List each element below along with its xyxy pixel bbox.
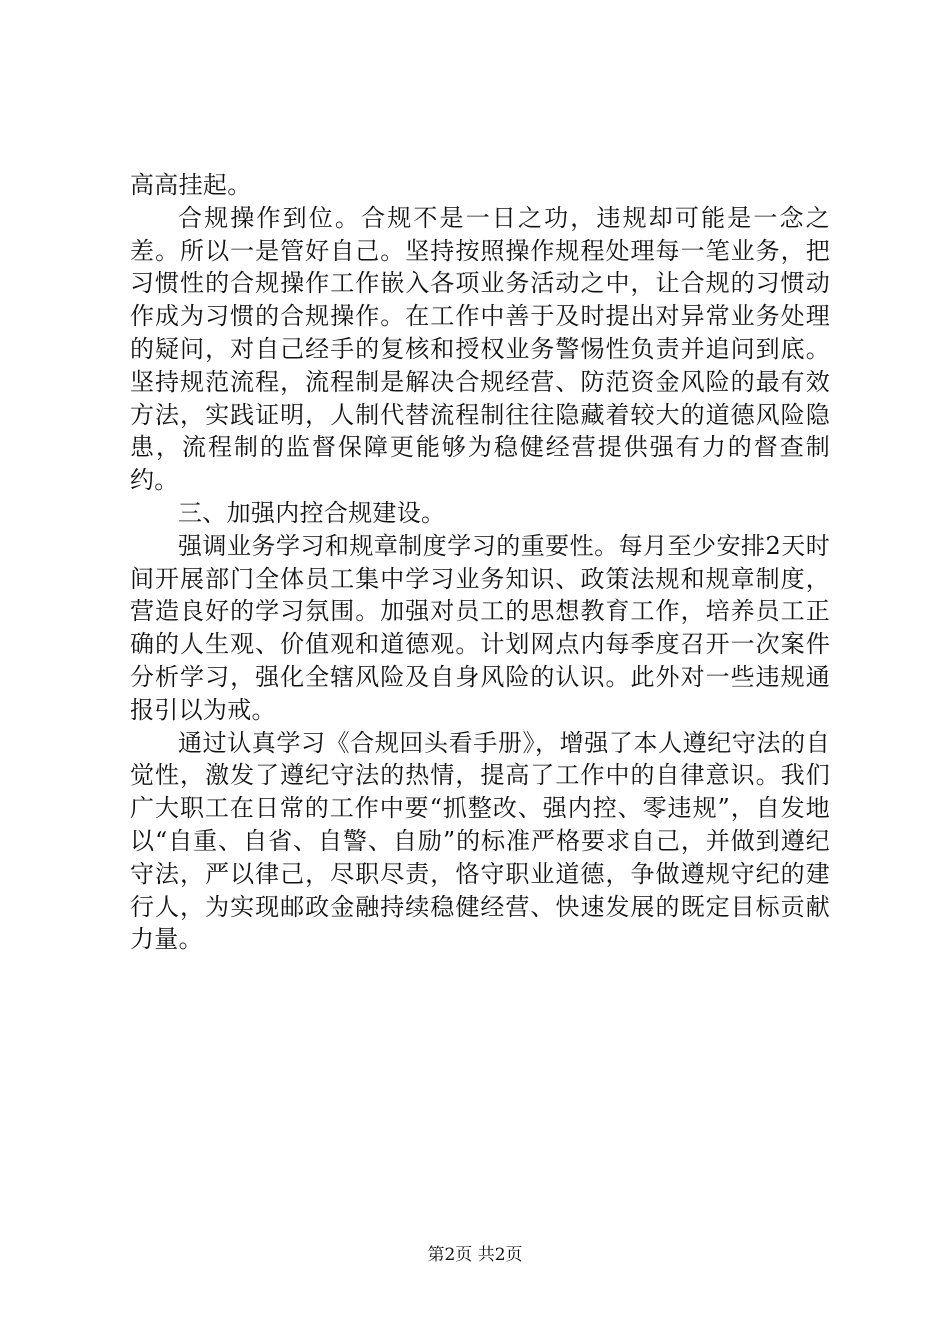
document-body <box>130 169 830 956</box>
paragraph-conclusion: 通过认真学习《合规回头看手册》，增强了本人遵纪守法的自觉性，激发了遵纪守法的热情，提高了工作中的自律意识。我们广大职工在日常的工作中要“抓整改、强内控、零违规”，自发地以“自重、自省、自警、自励”的标准严格要求自己，并做到遵纪守法，严以律己，尽职尽责，恪守职业道德，争做遵规守纪的建行人，为实现邮政金融持续稳健经营、快速发展的既定目标贡献力量。 <box>130 728 830 954</box>
section-heading-internal-control: 三、加强内控合规建设。 <box>178 498 446 527</box>
paragraph-compliance-operation: 合规操作到位。合规不是一日之功，违规却可能是一念之差。所以一是管好自己。坚持按照操作规程处理每一笔业务，把习惯性的合规操作工作嵌入各项业务活动之中，让合规的习惯动作成为习惯的合规操作。在工作中善于及时提出对异常业务处理的疑问，对自己经手的复核和授权业务警惕性负责并追问到底。坚持规范流程，流程制是解决合规经营、防范资金风险的最有效方法，实践证明，人制代替流程制往往隐藏着较大的道德风险隐患，流程制的监督保障更能够为稳健经营提供强有力的督查制约。 <box>130 203 830 495</box>
paragraph-continuation: 高高挂起。 <box>130 171 252 199</box>
page-number-footer: 第2页 共2页 <box>427 1245 523 1265</box>
paragraph-study-importance: 强调业务学习和规章制度学习的重要性。每月至少安排2天时间开展部门全体员工集中学习业务知识、政策法规和规章制度，营造良好的学习氛围。加强对员工的思想教育工作，培养员工正确的人生观、价值观和道德观。计划网点内每季度召开一次案件分析学习，强化全辖风险及自身风险的认识。此外对一些违规通报引以为戒。 <box>130 531 830 724</box>
